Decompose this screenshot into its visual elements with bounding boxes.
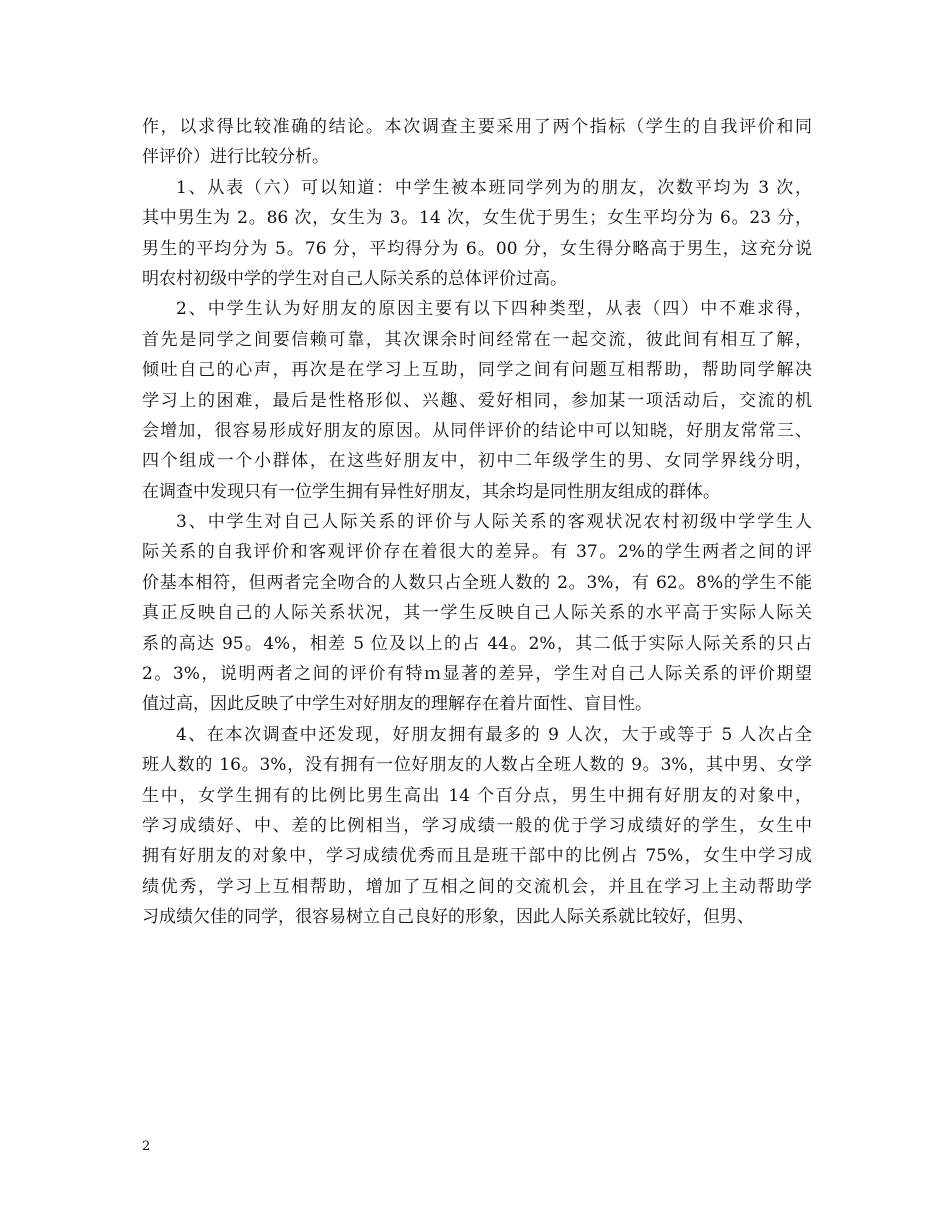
text-line: 4、在本次调查中还发现，好朋友拥有最多的 9 人次，大于或等于 5 人次占全	[176, 724, 812, 745]
text-line: 在调查中发现只有一位学生拥有异性好朋友，其余均是同性朋友组成的群体。	[142, 481, 720, 502]
text-line: 会增加，很容易形成好朋友的原因。从同伴评价的结论中可以知晓，好朋友常常三、	[142, 420, 812, 441]
text-line: 真正反映自己的人际关系状况，其一学生反映自己人际关系的水平高于实际人际关	[142, 603, 812, 624]
text-line: 习成绩欠佳的同学，很容易树立自己良好的形象，因此人际关系就比较好，但男、	[142, 907, 754, 928]
paragraph	[142, 507, 812, 720]
body-text	[142, 112, 812, 933]
text-line: 明农村初级中学的学生对自己人际关系的总体评价过高。	[142, 268, 567, 289]
text-line: 3、中学生对自己人际关系的评价与人际关系的客观状况农村初级中学学生人	[176, 512, 812, 533]
text-line: 倾吐自己的心声，再次是在学习上互助，同学之间有问题互相帮助，帮助同学解决	[142, 360, 812, 381]
paragraph	[142, 112, 812, 173]
text-line: 值过高，因此反映了中学生对好朋友的理解存在着片面性、盲目性。	[142, 694, 652, 715]
text-line: 生中，女学生拥有的比例比男生高出 14 个百分点，男生中拥有好朋友的对象中，	[142, 785, 812, 806]
text-line: 2。3%，说明两者之间的评价有特ｍ显著的差异，学生对自己人际关系的评价期望	[142, 664, 812, 685]
text-line: 作，以求得比较准确的结论。本次调查主要采用了两个指标（学生的自我评价和同	[142, 117, 812, 137]
paragraph	[142, 294, 812, 507]
text-line: 男生的平均分为 5。76 分，平均得分为 6。00 分，女生得分略高于男生，这充分说	[142, 238, 812, 259]
text-line: 其中男生为 2。86 次，女生为 3。14 次，女生优于男生；女生平均分为 6。23 分，	[142, 208, 812, 229]
text-line: 拥有好朋友的对象中，学习成绩优秀而且是班干部中的比例占 75%，女生中学习成	[142, 846, 812, 867]
text-line: 价基本相符，但两者完全吻合的人数只占全班人数的 2。3%，有 62。8%的学生不能	[142, 572, 812, 593]
paragraph	[142, 173, 812, 295]
text-line: 际关系的自我评价和客观评价存在着很大的差异。有 37。2%的学生两者之间的评	[142, 542, 812, 563]
paragraph	[142, 720, 812, 933]
text-line: 学习上的困难，最后是性格形似、兴趣、爱好相同，参加某一项活动后，交流的机	[142, 390, 812, 411]
text-line: 绩优秀，学习上互相帮助，增加了互相之间的交流机会，并且在学习上主动帮助学	[142, 876, 812, 897]
text-line: 系的高达 95。4%，相差 5 位及以上的占 44。2%，其二低于实际人际关系的只占	[142, 633, 812, 654]
text-line: 2、中学生认为好朋友的原因主要有以下四种类型，从表（四）中不难求得，	[176, 299, 812, 320]
text-line: 班人数的 16。3%，没有拥有一位好朋友的人数占全班人数的 9。3%，其中男、女学	[142, 755, 812, 776]
text-line: 学习成绩好、中、差的比例相当，学习成绩一般的优于学习成绩好的学生，女生中	[142, 815, 812, 836]
text-line: 四个组成一个小群体，在这些好朋友中，初中二年级学生的男、女同学界线分明，	[142, 451, 812, 472]
page-number: 2	[142, 1139, 151, 1154]
text-line: 伴评价）进行比较分析。	[142, 147, 329, 168]
text-line: 1、从表（六）可以知道：中学生被本班同学列为的朋友，次数平均为 3 次，	[176, 177, 812, 198]
text-line: 首先是同学之间要信赖可靠，其次课余时间经常在一起交流，彼此间有相互了解，	[142, 329, 812, 350]
